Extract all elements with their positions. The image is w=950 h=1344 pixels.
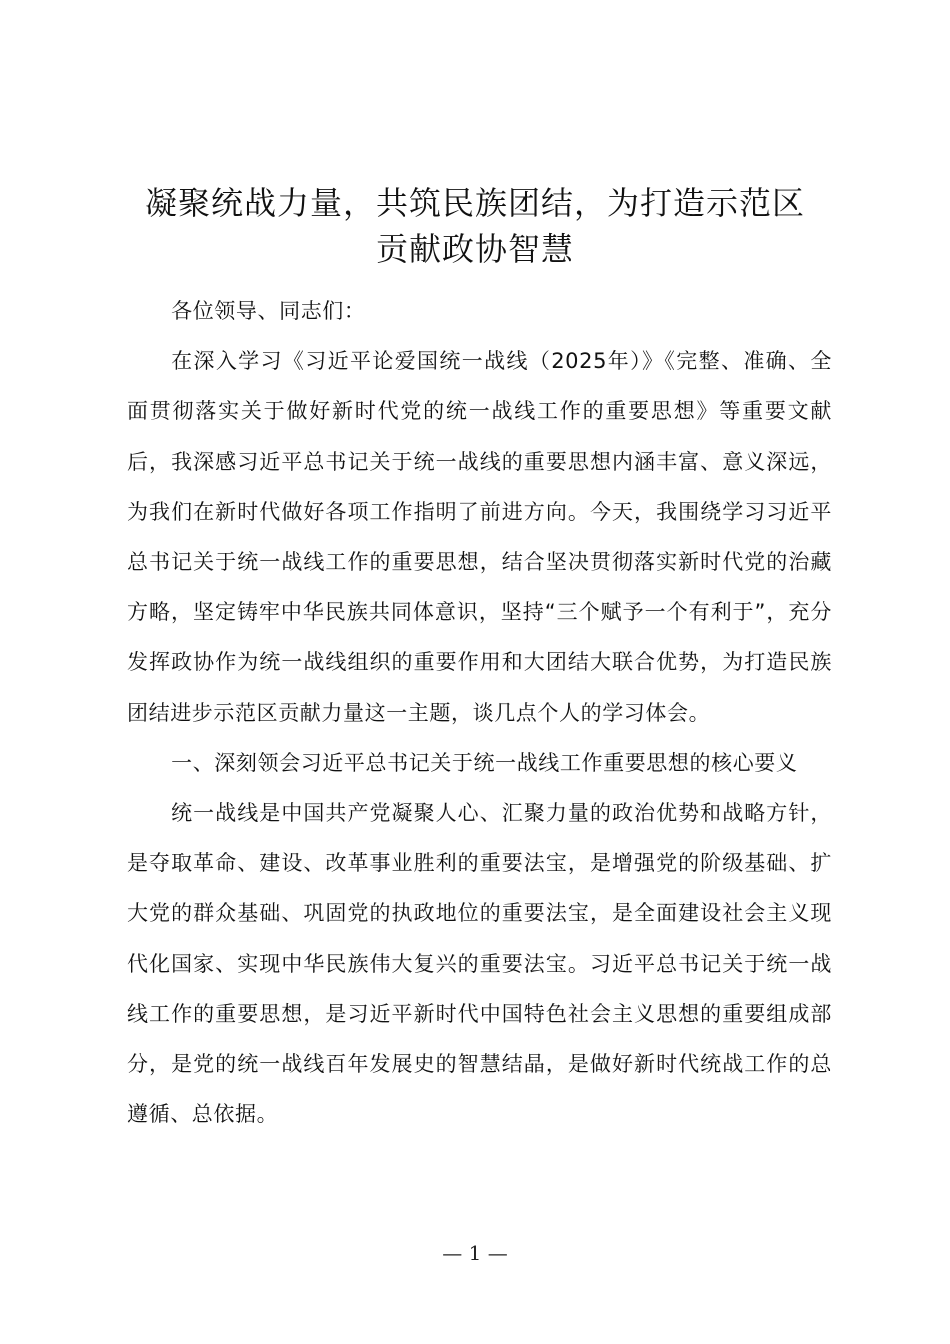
page-number: — 1 — <box>442 1241 508 1265</box>
paragraph-2: 统一战线是中国共产党凝聚人心、汇聚力量的政治优势和战略方针，是夺取革命、建设、改革事业胜利的重要法宝，是增强党的阶级基础、扩大党的群众基础、巩固党的执政地位的重要法宝，是全面建设社会主义现代化国家、实现中华民族伟大复兴的重要法宝。习近平总书记关于统一战线工作的重要思想，是习近平新时代中国特色社会主义思想的重要组成部分，是党的统一战线百年发展史的智慧结晶，是做好新时代统战工作的总遵循、总依据。 <box>127 801 832 1127</box>
document-title <box>100 180 850 272</box>
section-heading-1: 一、深刻领会习近平总书记关于统一战线工作重要思想的核心要义 <box>171 750 798 775</box>
title-line-1: 凝聚统战力量，共筑民族团结，为打造示范区 <box>144 184 805 222</box>
paragraph-1: 在深入学习《习近平论爱国统一战线（2025年）》《完整、准确、全面贯彻落实关于做好新时代党的统一战线工作的重要思想》等重要文献后，我深感习近平总书记关于统一战线的重要思想内涵丰富、意义深远，为我们在新时代做好各项工作指明了前进方向。今天，我围绕学习习近平总书记关于统一战线工作的重要思想，结合坚决贯彻落实新时代党的治藏方略，坚定铸牢中华民族共同体意识，坚持“三个赋予一个有利于”，充分发挥政协作为统一战线组织的重要作用和大团结大联合优势，为打造民族团结进步示范区贡献力量这一主题，谈几点个人的学习体会。 <box>127 349 832 725</box>
document-body <box>127 286 832 1139</box>
salutation: 各位领导、同志们： <box>171 299 366 323</box>
title-line-2: 贡献政协智慧 <box>375 230 574 268</box>
